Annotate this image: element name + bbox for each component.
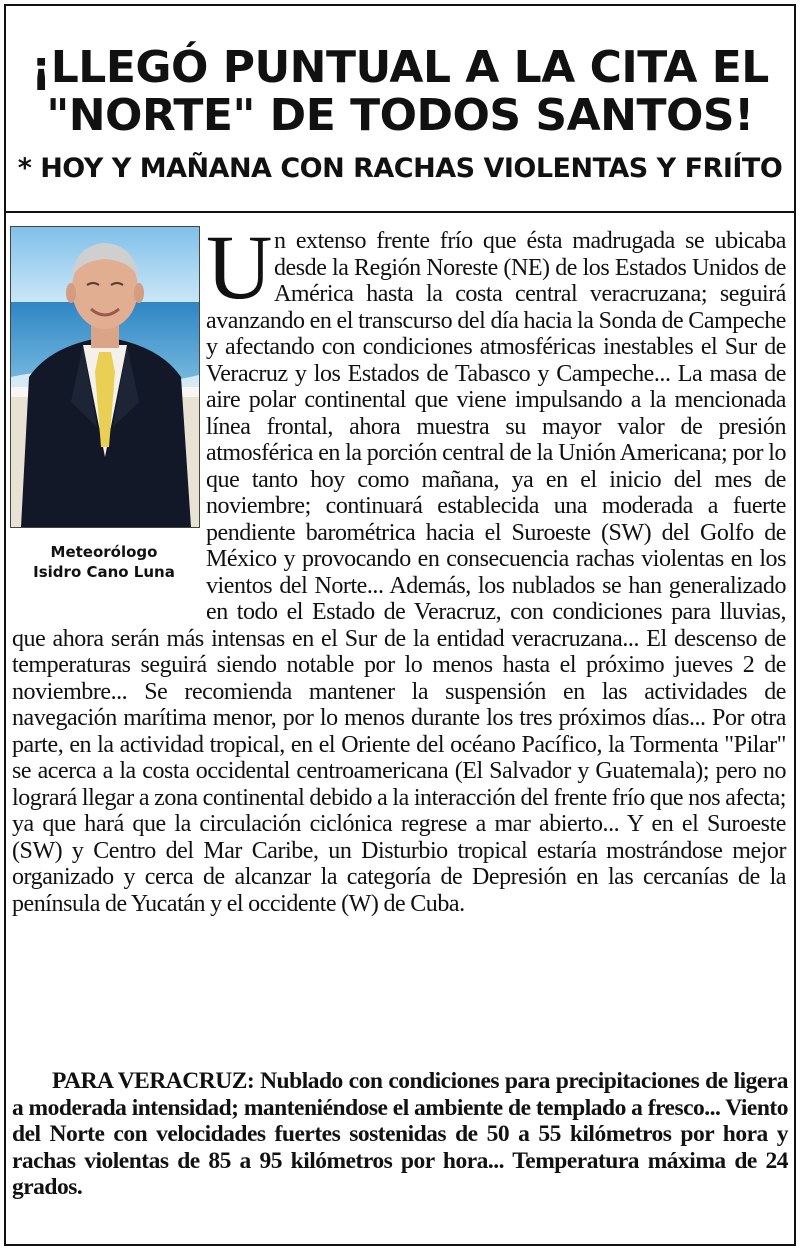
headline-line-2: "NORTE" DE TODOS SANTOS! [46, 90, 754, 141]
article-paragraph-1-text: n extenso frente frío que ésta madrugada se ubicaba desde la Región Noreste (NE) de los Estados Unidos de América hasta la costa central veracruzana; seguirá avanzando en el transcurso del día hacia la Sonda de Campeche y afectando con condiciones atmosféricas inestables el Sur de Veracruz y los Estados de Tabasco y Campeche... La masa de aire polar continental que viene impulsando a la mencionada línea frontal, ahora muestra su mayor valor de presión atmosférica en la porción central de la Unión Americana; por lo que tanto hoy como mañana, ya en el inicio del mes de noviembre; continuará establecida una moderada a fuerte pendiente barométrica hacia el Suroeste (SW) del Golfo de México y provocando en consecuencia rachas violentas en los vientos del Norte... Además, los nublados se han generalizado en todo el Estado de Veracruz, con condiciones para lluvias, que ahora serán más intensas en el Sur de la entidad veracruzana... El descenso de temperaturas seguirá siendo notable por lo menos hasta el próximo jueves 2 de noviembre... Se recomienda mantener la suspensión en las actividades de navegación marítima menor, por lo menos durante los tres próximos días... Por otra parte, en la actividad tropical, en el Oriente del océano Pacífico, la Tormenta "Pilar" se acerca a la costa occidental centroamericana (El Salvador y Guatemala); pero no logrará llegar a zona continental debido a la interacción del frente frío que nos afecta; ya que hará que la circulación ciclónica regrese a mar abierto... Y en el Suroeste (SW) y Centro del Mar Caribe, un Disturbio tropical estaría mostrándose mejor organizado y cerca de alcanzar la categoría de Depresión en las cercanías de la península de Yucatán y el occidente (W) de Cuba. [12, 228, 786, 917]
photo-float-spacer [6, 228, 206, 603]
subheadline: * HOY Y MAÑANA CON RACHAS VIOLENTAS Y FRIÍTO [17, 153, 783, 184]
drop-cap: U [206, 216, 272, 318]
weather-article-page [4, 4, 796, 1246]
headline [6, 44, 794, 140]
forecast-veracruz: PARA VERACRUZ: Nublado con condiciones para precipitaciones de ligera a moderada intensidad; manteniéndose el ambiente de templado a fresco... Viento del Norte con velocidades fuertes sostenidas de 50 a 55 kilómetros por hora y rachas violentas de 85 a 95 kilómetros por hora... Temperatura máxima de 24 grados. [12, 1068, 788, 1200]
caption-name: Isidro Cano Luna [33, 563, 175, 581]
headline-line-1: ¡LLEGÓ PUNTUAL A LA CITA EL [31, 42, 769, 93]
article-body [6, 216, 794, 917]
section-divider [6, 211, 794, 213]
caption-title: Meteorólogo [50, 543, 158, 561]
